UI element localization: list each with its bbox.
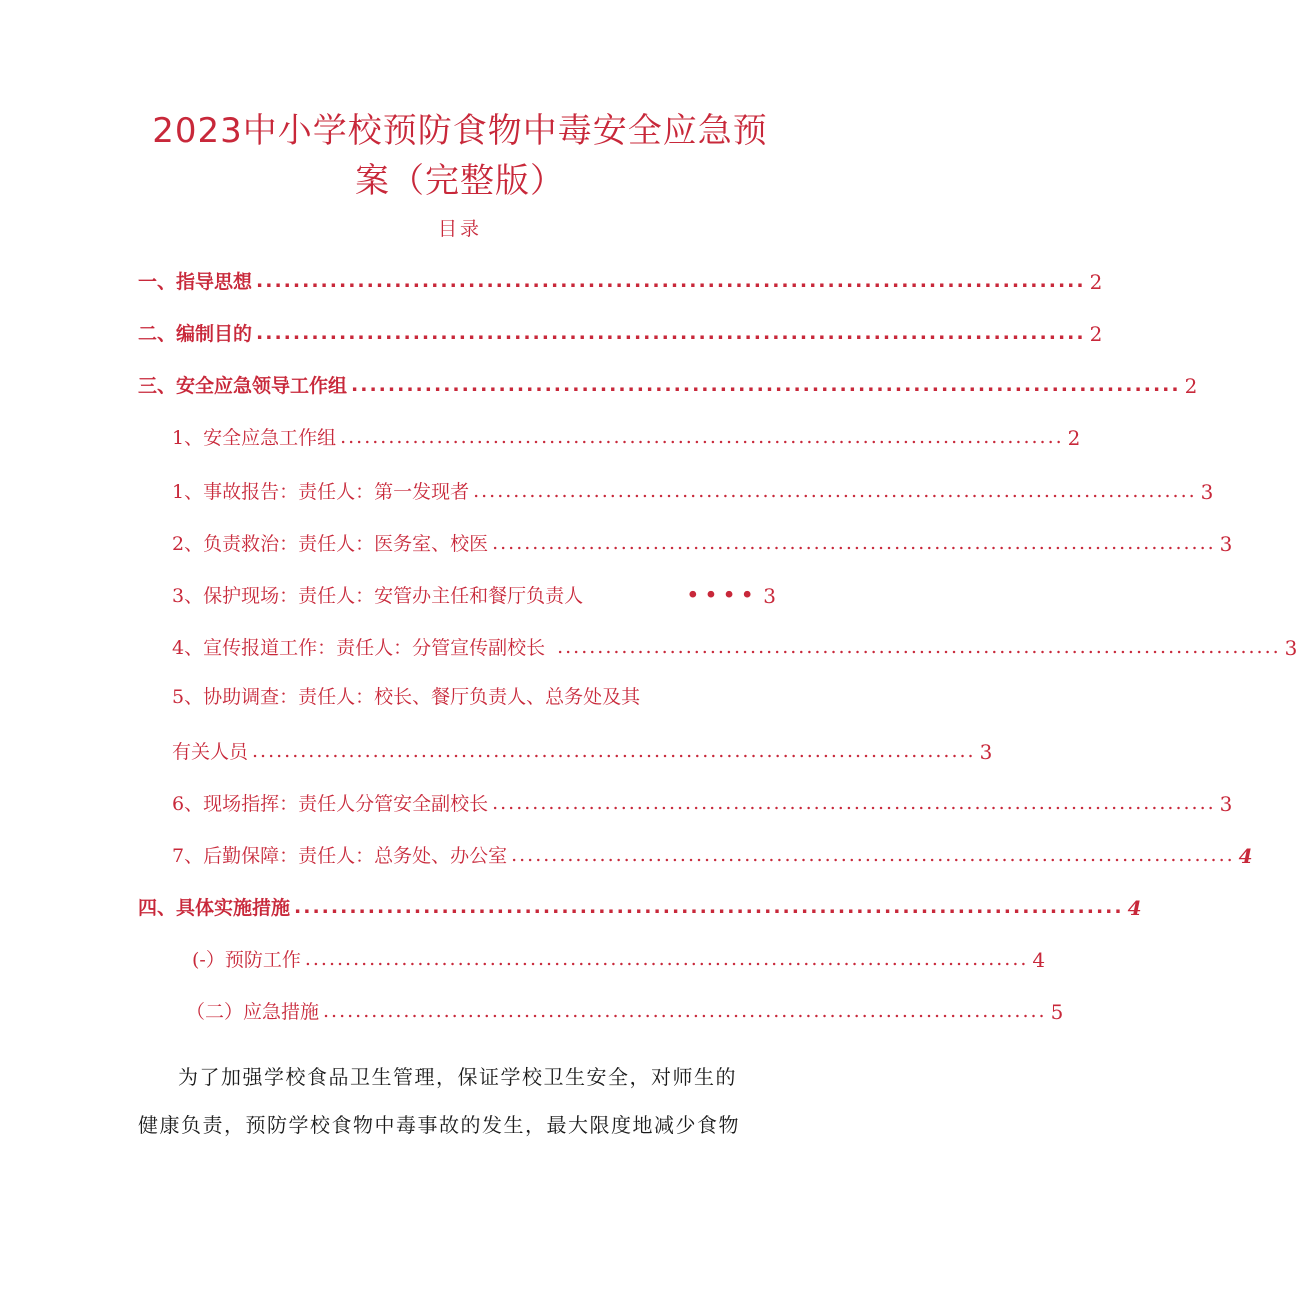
- toc-leader-dots: ..........................................................................................: [492, 532, 1216, 554]
- toc-leader-dots: ..........................................................................................: [340, 426, 1064, 448]
- toc-leader-dots: ..........................................................................................: [256, 270, 1086, 292]
- toc-leader-dots: ..........................................................................................: [492, 792, 1216, 814]
- toc-entry-investigation-line1[interactable]: 5、协助调查：责任人：校长、餐厅负责人、总务处及其: [172, 686, 641, 708]
- toc-page-number: 5: [1050, 1000, 1064, 1024]
- toc-entry-guiding-ideology[interactable]: [138, 264, 1103, 294]
- toc-page-number: 4: [1032, 948, 1046, 972]
- toc-entry-scene-protection[interactable]: [172, 578, 776, 608]
- toc-entry-implementation[interactable]: [138, 890, 1142, 920]
- toc-leader-dots: ..........................................................................................: [304, 948, 1029, 970]
- toc-page-number: 3: [763, 584, 776, 608]
- toc-entry-publicity[interactable]: [172, 630, 1297, 660]
- toc-heading: 目录: [437, 218, 482, 240]
- toc-entry-label: (-）预防工作: [192, 949, 301, 971]
- toc-entry-emergency-group[interactable]: [172, 420, 1081, 450]
- title-line-1: 2023中小学校预防食物中毒安全应急预: [152, 111, 768, 151]
- body-paragraph-line-1: 为了加强学校食品卫生管理，保证学校卫生安全，对师生的: [178, 1065, 737, 1089]
- toc-leader-dots: ..........................................................................................: [252, 740, 976, 762]
- toc-entry-on-site-command[interactable]: [172, 786, 1233, 816]
- toc-leader-dots: ..........................................................................................: [473, 480, 1197, 502]
- toc-entry-label: 4、宣传报道工作：责任人：分管宣传副校长: [172, 637, 546, 659]
- toc-page-number: 4: [1127, 896, 1142, 920]
- toc-entry-label: 三、安全应急领导工作组: [138, 375, 348, 397]
- document-title: [120, 106, 800, 206]
- toc-leader-dots: ..........................................................................................: [256, 322, 1086, 344]
- body-paragraph-line-2: 健康负责，预防学校食物中毒事故的发生，最大限度地减少食物: [138, 1113, 740, 1137]
- toc-entry-label: 二、编制目的: [138, 323, 253, 345]
- toc-page-number: 4: [1238, 844, 1253, 868]
- toc-entry-emergency-measures[interactable]: [186, 994, 1064, 1024]
- toc-entry-label: 一、指导思想: [138, 271, 253, 293]
- toc-entry-label: （二）应急措施: [186, 1001, 320, 1023]
- toc-entry-treatment[interactable]: [172, 526, 1233, 556]
- toc-page-number: 3: [1200, 480, 1214, 504]
- toc-leader-dots: ..........................................................................................: [323, 1000, 1047, 1022]
- toc-entry-investigation[interactable]: [172, 734, 993, 764]
- toc-entry-label: 1、事故报告：责任人：第一发现者: [172, 481, 470, 503]
- toc-page-number: 3: [1284, 636, 1297, 660]
- title-line-2: 案（完整版）: [355, 161, 565, 201]
- toc-page-number: 2: [1089, 322, 1103, 346]
- toc-page-number: 2: [1089, 270, 1103, 294]
- toc-page-number: 3: [979, 740, 993, 764]
- toc-leader-dots: ..........................................................................................: [557, 636, 1281, 658]
- toc-entry-label: 1、安全应急工作组: [172, 427, 337, 449]
- toc-leader-dots: ..........................................................................................: [511, 844, 1235, 866]
- toc-entry-label: 四、具体实施措施: [138, 897, 291, 919]
- toc-page-number: 2: [1067, 426, 1081, 450]
- toc-leader-dots: ..........................................................................................: [351, 374, 1181, 396]
- toc-page-number: 3: [1219, 792, 1233, 816]
- toc-entry-leadership-group[interactable]: [138, 368, 1198, 398]
- toc-entry-prevention[interactable]: [192, 942, 1046, 972]
- toc-entry-logistics[interactable]: [172, 838, 1253, 868]
- toc-leader-dots: ..........................................................................................: [294, 896, 1124, 918]
- toc-page-number: 2: [1184, 374, 1198, 398]
- toc-entry-accident-report[interactable]: [172, 474, 1214, 504]
- toc-page-number: 3: [1219, 532, 1233, 556]
- toc-entry-label: 6、现场指挥：责任人分管安全副校长: [172, 793, 489, 815]
- toc-entry-label: 有关人员: [172, 741, 249, 763]
- toc-entry-label: 7、后勤保障：责任人：总务处、办公室: [172, 845, 508, 867]
- toc-entry-label: 3、保护现场：责任人：安管办主任和餐厅负责人: [172, 585, 584, 607]
- toc-entry-label: 2、负责救治：责任人：医务室、校医: [172, 533, 489, 555]
- toc-leader-bullets: ••••: [686, 584, 760, 606]
- toc-entry-purpose[interactable]: [138, 316, 1103, 346]
